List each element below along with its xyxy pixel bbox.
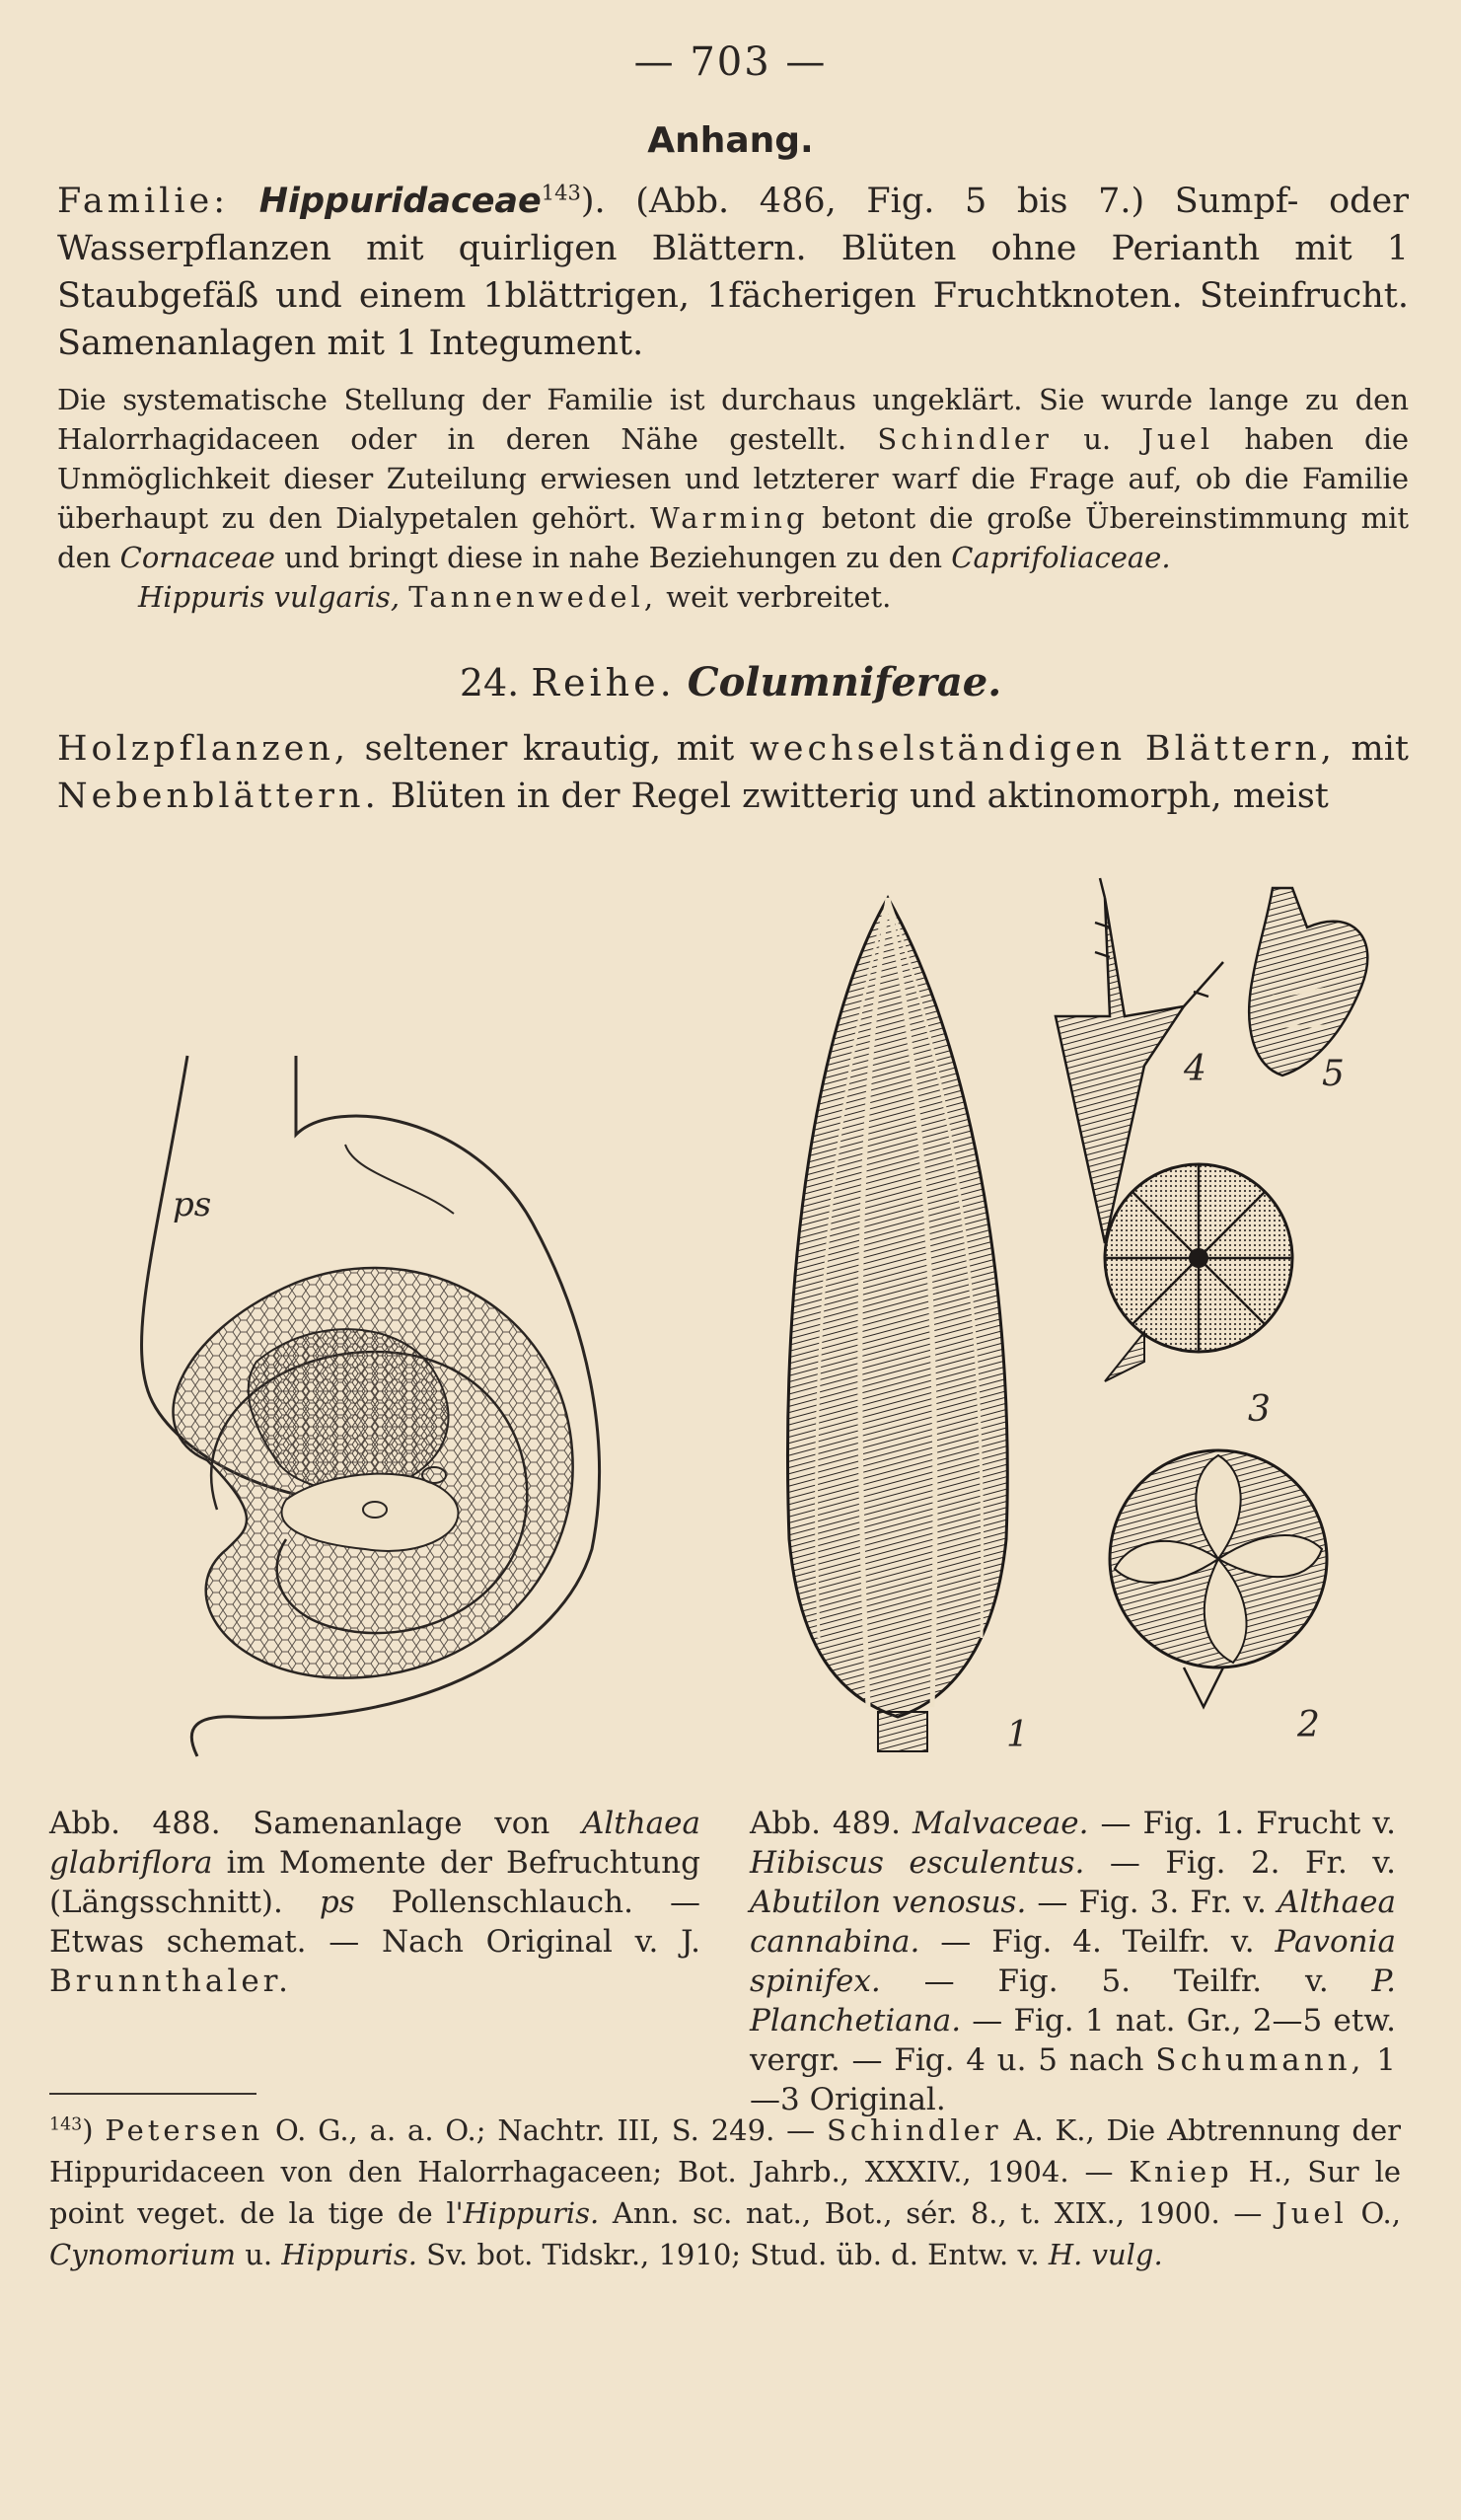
text-run: Blüten in der Regel zwitterig und aktinomorph, meist bbox=[390, 777, 1329, 816]
taxon-name: Cornaceae bbox=[119, 541, 275, 574]
text-run: A. K., Die Abtrennung der Hippuridaceen von den Halorrhagaceen; Bot. Jahrb., XXXIV., 1904. — bbox=[49, 2113, 1402, 2188]
fig4-label: 4 bbox=[1184, 1049, 1206, 1089]
series-heading bbox=[0, 659, 1461, 705]
author-name: Schumann, bbox=[1155, 2042, 1365, 2078]
text-run: Holzpflanzen, bbox=[57, 729, 350, 769]
fig3-label: 3 bbox=[1248, 1389, 1271, 1430]
series-word: Reihe. bbox=[531, 661, 676, 704]
family-name: Hippuridaceae bbox=[258, 182, 542, 221]
systematics-paragraph bbox=[57, 380, 1409, 577]
text-run: und bringt diese in nahe Beziehungen zu den bbox=[284, 541, 943, 574]
text-run: — Fig. 1 nat. Gr., 2—5 etw. vergr. — Fig. 4 u. 5 nach bbox=[750, 2003, 1396, 2078]
section-heading: Anhang. bbox=[647, 120, 814, 161]
species-name: Althaea glabriflora bbox=[49, 1806, 700, 1881]
author-name: Schindler bbox=[827, 2113, 1002, 2147]
author-name: Kniep bbox=[1129, 2155, 1233, 2188]
author-name: Brunnthaler. bbox=[49, 1964, 292, 1999]
footnote-143: $^{143}$) Petersen O. G., a. a. O.; Nachtr. III, S. 249. — Schindler A. K., Die Abtrennung der Hippuridaceen von den Halorrhagaceen; Bot. Jahrb., XXXIV., 1904. — Kniep H., Sur le point veget. de la tige de l'Hippuris. Ann. sc. nat., Bot., sér. 8., t. XIX., 1900. — Juel O., Cynomorium u. Hippuris. Sv. bot. Tidskr., 1910; Stud. üb. d. Entw. v. H. vulg. bbox=[49, 2113, 1402, 2271]
species-name: Abutilon venosus. bbox=[750, 1885, 1027, 1920]
caption-abb-488 bbox=[49, 1804, 700, 2001]
text-run: O. G., a. a. O.; Nachtr. III, S. 249. — bbox=[275, 2113, 816, 2147]
text-run: seltener krautig, mit bbox=[364, 729, 735, 769]
family-description: ). (Abb. 486, Fig. 5 bis 7.) Sumpf- oder Wasserpflanzen mit quirligen Blättern. Blüten ohne Perianth mit 1 Staubgefäß und einem 1blättrigen, 1fächerigen Fruchtknoten. Steinfrucht. Samenanlagen mit 1 Integument. bbox=[57, 182, 1409, 363]
family-paragraph bbox=[57, 178, 1409, 367]
fig1-label: 1 bbox=[1006, 1715, 1029, 1755]
text-run: wechselständigen Blättern, bbox=[749, 729, 1336, 769]
text-run: im Momente der Befruchtung (Längsschnitt). bbox=[49, 1845, 700, 1920]
malvaceae-illustration bbox=[760, 868, 1411, 1796]
author-name: Warming bbox=[650, 501, 809, 535]
taxon-name: H. vulg. bbox=[1048, 2238, 1163, 2271]
taxon-name: Hippuris. bbox=[281, 2238, 417, 2271]
abbrev: ps bbox=[319, 1885, 355, 1920]
author-name: Schindler bbox=[877, 422, 1053, 456]
text-run: — Fig. 1. Frucht v. bbox=[1100, 1806, 1397, 1841]
text-run: u. bbox=[245, 2238, 273, 2271]
text-run: O., bbox=[1360, 2196, 1401, 2230]
ps-label: ps bbox=[173, 1185, 212, 1224]
text-run: u. bbox=[1083, 422, 1112, 456]
species-name: Pavonia spinifex. bbox=[750, 1924, 1396, 1999]
footnote-rule bbox=[49, 2093, 256, 2095]
fig2-label: 2 bbox=[1297, 1705, 1320, 1745]
page-number: — 703 — bbox=[633, 39, 828, 85]
taxon-name: Caprifoliaceae. bbox=[951, 541, 1171, 574]
species-name: P. Planchetiana. bbox=[750, 1964, 1396, 2038]
ovule-illustration bbox=[99, 1036, 651, 1806]
caption-abb-489 bbox=[750, 1804, 1396, 2119]
taxon-name: Cynomorium bbox=[49, 2238, 236, 2271]
columniferae-paragraph bbox=[57, 725, 1409, 820]
footnote-number: 143 bbox=[49, 2114, 83, 2135]
text-run: mit bbox=[1351, 729, 1409, 769]
author-name: Petersen bbox=[105, 2113, 264, 2147]
taxon-name: Malvaceae. bbox=[912, 1806, 1089, 1841]
species-name: Althaea cannabina. bbox=[750, 1885, 1396, 1960]
text-run: Die systematische Stellung der Familie ist durchaus ungeklärt. Sie wurde lange zu den Halorrhagidaceen oder in deren Nähe gestellt. bbox=[57, 383, 1409, 456]
text-run: — Fig. 2. Fr. v. bbox=[1109, 1845, 1396, 1881]
taxon-name: Hippuris. bbox=[463, 2196, 600, 2230]
text-run: H., Sur le point veget. de la tige de l' bbox=[49, 2155, 1402, 2230]
species-name: Hibiscus esculentus. bbox=[750, 1845, 1085, 1881]
series-name: Columniferae. bbox=[687, 659, 1002, 705]
text-run: Pollenschlauch. — Etwas schemat. — Nach Original v. J. bbox=[49, 1885, 700, 1960]
text-run: haben die Unmöglichkeit dieser Zuteilung erwiesen und letzterer warf die Frage auf, ob die Familie überhaupt zu den Dialypetalen gehört. bbox=[57, 422, 1410, 535]
series-number: 24. bbox=[459, 661, 520, 704]
text-run: 1—3 Original. bbox=[750, 2042, 1396, 2117]
text-run: weit verbreitet. bbox=[666, 580, 892, 614]
fig5-label: 5 bbox=[1322, 1054, 1345, 1094]
text-run: Nebenblättern. bbox=[57, 777, 380, 816]
author-name: Juel bbox=[1276, 2196, 1348, 2230]
text-run: Abb. 489. bbox=[750, 1806, 901, 1841]
text-run: Sv. bot. Tidskr., 1910; Stud. üb. d. Entw. v. bbox=[426, 2238, 1040, 2271]
author-name: Juel bbox=[1141, 422, 1214, 456]
text-run: Ann. sc. nat., Bot., sér. 8., t. XIX., 1900. — bbox=[612, 2196, 1263, 2230]
text-run: — Fig. 5. Teilfr. v. bbox=[923, 1964, 1329, 1999]
common-name: Tannenwedel, bbox=[408, 580, 658, 614]
species-name: Hippuris vulgaris, bbox=[138, 580, 401, 614]
family-label: Familie: bbox=[57, 182, 230, 221]
text-run: — Fig. 4. Teilfr. v. bbox=[940, 1924, 1255, 1960]
footnote-ref: 143 bbox=[541, 181, 581, 205]
species-line bbox=[138, 577, 1401, 617]
text-run: Abb. 488. Samenanlage von bbox=[49, 1806, 550, 1841]
text-run: betont die große Übereinstimmung mit den bbox=[57, 501, 1410, 574]
text-run: — Fig. 3. Fr. v. bbox=[1037, 1885, 1267, 1920]
